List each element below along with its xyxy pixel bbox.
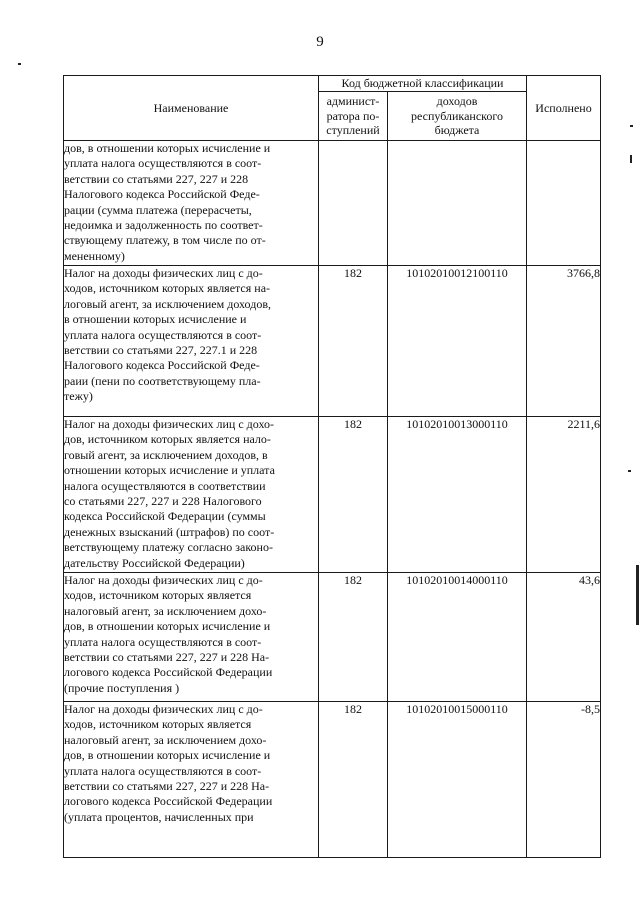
row-admin-code: 182 <box>319 417 388 573</box>
row-name: дов, в отношении которых исчисление и уплата налога осуществляются в соот- ветствии со статьями 227, 227 и 228 Налогового кодекса Российской Феде- рации (сумма платежа (перерасчеты, недоимка и задолженность по соответ- ствующему платежу, в том числе по от- мененному) <box>64 141 319 266</box>
row-admin-code: 182 <box>319 702 388 858</box>
scan-speck <box>630 125 633 127</box>
row-executed <box>527 141 601 266</box>
table-row <box>64 266 601 417</box>
row-executed: 3766,8 <box>527 266 601 417</box>
scan-speck <box>18 63 21 65</box>
table-row <box>64 573 601 702</box>
header-name: Наименование <box>64 76 319 141</box>
scan-edge-mark <box>636 565 639 625</box>
header-classification-code: Код бюджетной классификации <box>319 76 527 92</box>
header-executed: Исполнено <box>527 76 601 141</box>
scan-speck <box>628 470 631 472</box>
row-name: Налог на доходы физических лиц с до- ходов, источником которых является налоговый агент, за исключением дохо- дов, в отношении которых исчисление и уплата налога осуществляются в соот- ветствии со статьями 227, 227 и 228 На- логового кодекса Российской Федерации (уплата процентов, начисленных при <box>64 702 319 858</box>
header-administrator: админист- ратора по- ступлений <box>319 92 388 141</box>
row-name: Налог на доходы физических лиц с дохо- дов, источником которых является нало- говый агент, за исключением доходов, в отношении которых исчисление и уплата налога осуществляются в соответствии со статьями 227, 227 и 228 Налогового кодекса Российской Федерации (суммы денежных взысканий (штрафов) по соот- ветствующему платежу согласно законо- дательству Российской Федерации) <box>64 417 319 573</box>
row-executed: 43,6 <box>527 573 601 702</box>
row-name: Налог на доходы физических лиц с до- ходов, источником которых является на- логовый агент, за исключением доходов, в отношении которых исчисление и уплата налога осуществляются в соот- ветствии со статьями 227, 227.1 и 228 Налогового кодекса Российской Феде- раии (пени по соответствующему пла- тежу) <box>64 266 319 417</box>
budget-execution-table <box>63 75 601 858</box>
row-admin-code: 182 <box>319 266 388 417</box>
row-admin-code: 182 <box>319 573 388 702</box>
row-income-code: 10102010015000110 <box>388 702 527 858</box>
row-admin-code <box>319 141 388 266</box>
table-row <box>64 141 601 266</box>
page-number: 9 <box>316 34 324 50</box>
header-income-code: доходов республиканского бюджета <box>388 92 527 141</box>
row-income-code: 10102010012100110 <box>388 266 527 417</box>
row-executed: 2211,6 <box>527 417 601 573</box>
table-row <box>64 417 601 573</box>
row-income-code: 10102010013000110 <box>388 417 527 573</box>
scan-speck <box>630 155 632 163</box>
row-name: Налог на доходы физических лиц с до- ходов, источником которых является налоговый агент, за исключением дохо- дов, в отношении которых исчисление и уплата налога осуществляются в соот- ветствии со статьями 227, 227 и 228 На- логового кодекса Российской Федерации (прочие поступления ) <box>64 573 319 702</box>
row-income-code: 10102010014000110 <box>388 573 527 702</box>
row-income-code <box>388 141 527 266</box>
row-executed: -8,5 <box>527 702 601 858</box>
table-row <box>64 702 601 858</box>
table-header <box>64 76 601 141</box>
